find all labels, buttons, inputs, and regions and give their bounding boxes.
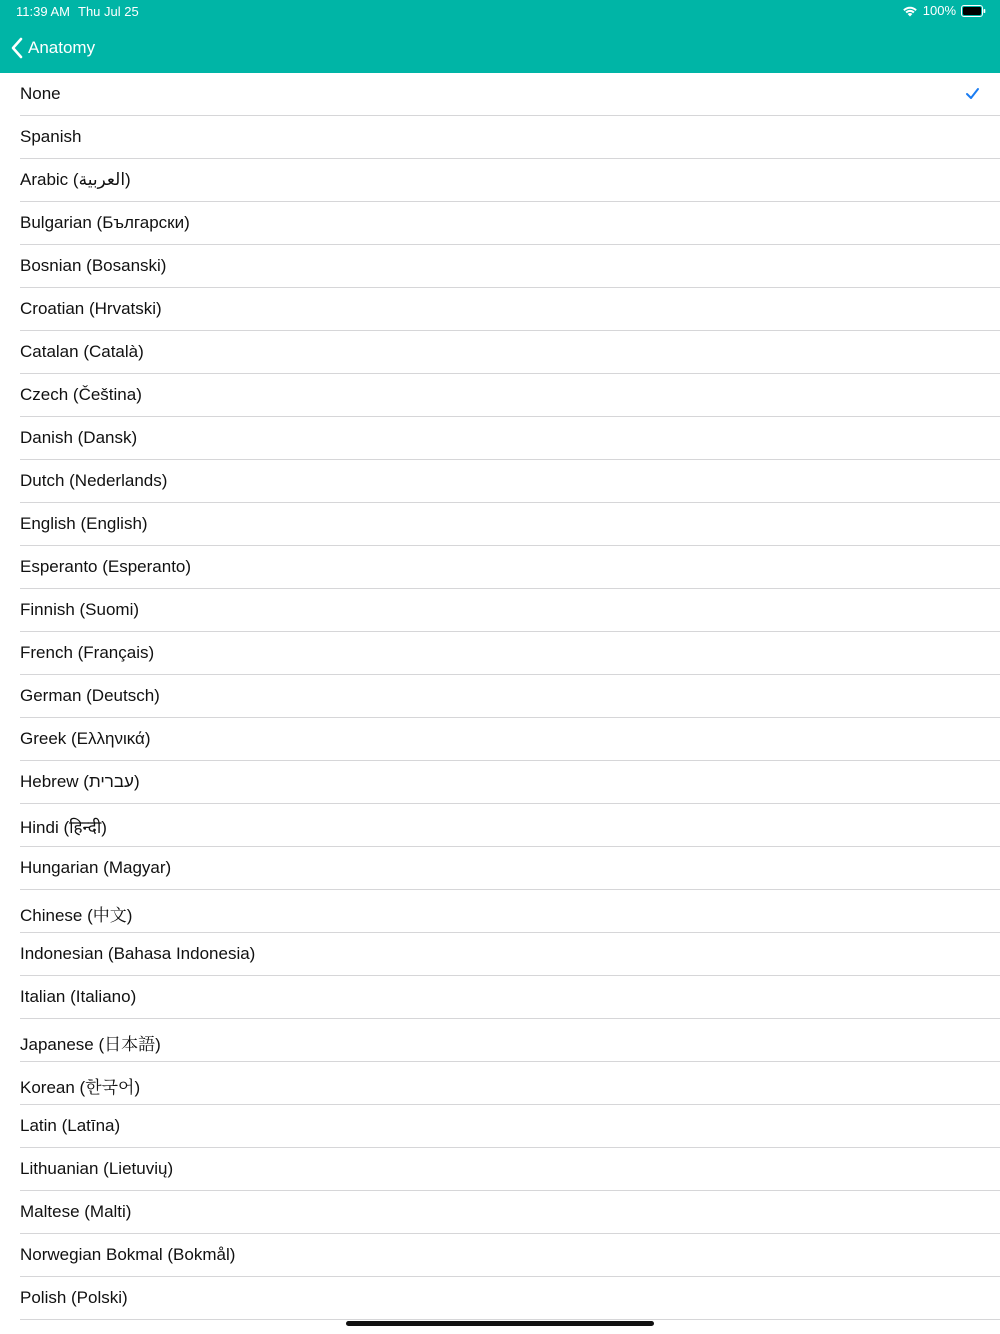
status-indicators xyxy=(902,3,986,18)
language-row[interactable] xyxy=(0,1148,1000,1191)
back-button-label: Anatomy xyxy=(28,38,96,57)
language-label: Norwegian Bokmal (Bokmål) xyxy=(20,1245,236,1264)
language-row[interactable] xyxy=(0,116,1000,159)
language-row[interactable] xyxy=(0,1234,1000,1277)
language-label: French (Français) xyxy=(20,643,155,662)
status-bar xyxy=(0,0,1000,24)
language-row[interactable] xyxy=(0,460,1000,503)
language-label: None xyxy=(20,84,61,103)
language-label: Maltese (Malti) xyxy=(20,1202,132,1221)
chevron-left-icon xyxy=(10,37,24,59)
language-label: Esperanto (Esperanto) xyxy=(20,557,192,576)
language-row[interactable] xyxy=(0,1191,1000,1234)
language-label: Bulgarian (Български) xyxy=(20,213,190,232)
language-row[interactable] xyxy=(0,1019,1000,1062)
language-label: Croatian (Hrvatski) xyxy=(20,299,162,318)
language-row[interactable] xyxy=(0,718,1000,761)
language-label: Finnish (Suomi) xyxy=(20,600,140,619)
language-label: Hungarian (Magyar) xyxy=(20,858,172,877)
language-row[interactable] xyxy=(0,374,1000,417)
language-label: Hebrew (עברית) xyxy=(20,772,140,791)
language-row[interactable] xyxy=(0,933,1000,976)
language-label: Polish (Polski) xyxy=(20,1288,128,1307)
language-row[interactable] xyxy=(0,804,1000,847)
language-label: Danish (Dansk) xyxy=(20,428,138,447)
language-label: Indonesian (Bahasa Indonesia) xyxy=(20,944,256,963)
status-time: 11:39 AM xyxy=(16,4,70,19)
language-label: Catalan (Català) xyxy=(20,342,144,361)
language-row[interactable] xyxy=(0,546,1000,589)
language-label: Korean (한국어) xyxy=(20,1078,141,1097)
app-header xyxy=(0,0,1000,73)
wifi-icon xyxy=(902,5,918,17)
battery-percent: 100% xyxy=(922,3,956,18)
language-row[interactable] xyxy=(0,589,1000,632)
language-row[interactable] xyxy=(0,761,1000,804)
language-label: Japanese (日本語) xyxy=(20,1035,161,1054)
language-row[interactable] xyxy=(0,632,1000,675)
language-row[interactable] xyxy=(0,1277,1000,1320)
language-row[interactable] xyxy=(0,675,1000,718)
language-label: Czech (Čeština) xyxy=(20,385,142,404)
language-list xyxy=(0,73,1000,1320)
language-label: Arabic (العربية) xyxy=(20,170,131,189)
language-row[interactable] xyxy=(0,847,1000,890)
language-label: German (Deutsch) xyxy=(20,686,160,705)
language-label: Spanish xyxy=(20,127,82,146)
language-label: Chinese (中文) xyxy=(20,906,133,925)
status-date: Thu Jul 25 xyxy=(78,4,139,19)
language-row[interactable] xyxy=(0,417,1000,460)
language-label: Dutch (Nederlands) xyxy=(20,471,168,490)
battery-icon xyxy=(961,5,986,17)
language-row[interactable] xyxy=(0,288,1000,331)
language-label: Lithuanian (Lietuvių) xyxy=(20,1159,174,1178)
language-row[interactable] xyxy=(0,890,1000,933)
language-label: English (English) xyxy=(20,514,148,533)
navigation-bar xyxy=(0,30,1000,66)
language-row[interactable] xyxy=(0,245,1000,288)
language-label: Latin (Latīna) xyxy=(20,1116,121,1135)
language-row[interactable] xyxy=(0,1105,1000,1148)
language-label: Greek (Ελληνικά) xyxy=(20,729,151,748)
language-label: Italian (Italiano) xyxy=(20,987,137,1006)
language-row[interactable] xyxy=(0,202,1000,245)
language-row[interactable] xyxy=(0,503,1000,546)
row-divider xyxy=(20,1319,1000,1320)
language-row[interactable] xyxy=(0,73,1000,116)
language-row[interactable] xyxy=(0,159,1000,202)
language-row[interactable] xyxy=(0,1062,1000,1105)
checkmark-icon xyxy=(965,86,980,101)
language-row[interactable] xyxy=(0,976,1000,1019)
back-button[interactable] xyxy=(10,30,95,66)
language-label: Hindi (हिन्दी) xyxy=(20,818,107,837)
language-row[interactable] xyxy=(0,331,1000,374)
home-indicator xyxy=(346,1321,654,1326)
language-label: Bosnian (Bosanski) xyxy=(20,256,167,275)
